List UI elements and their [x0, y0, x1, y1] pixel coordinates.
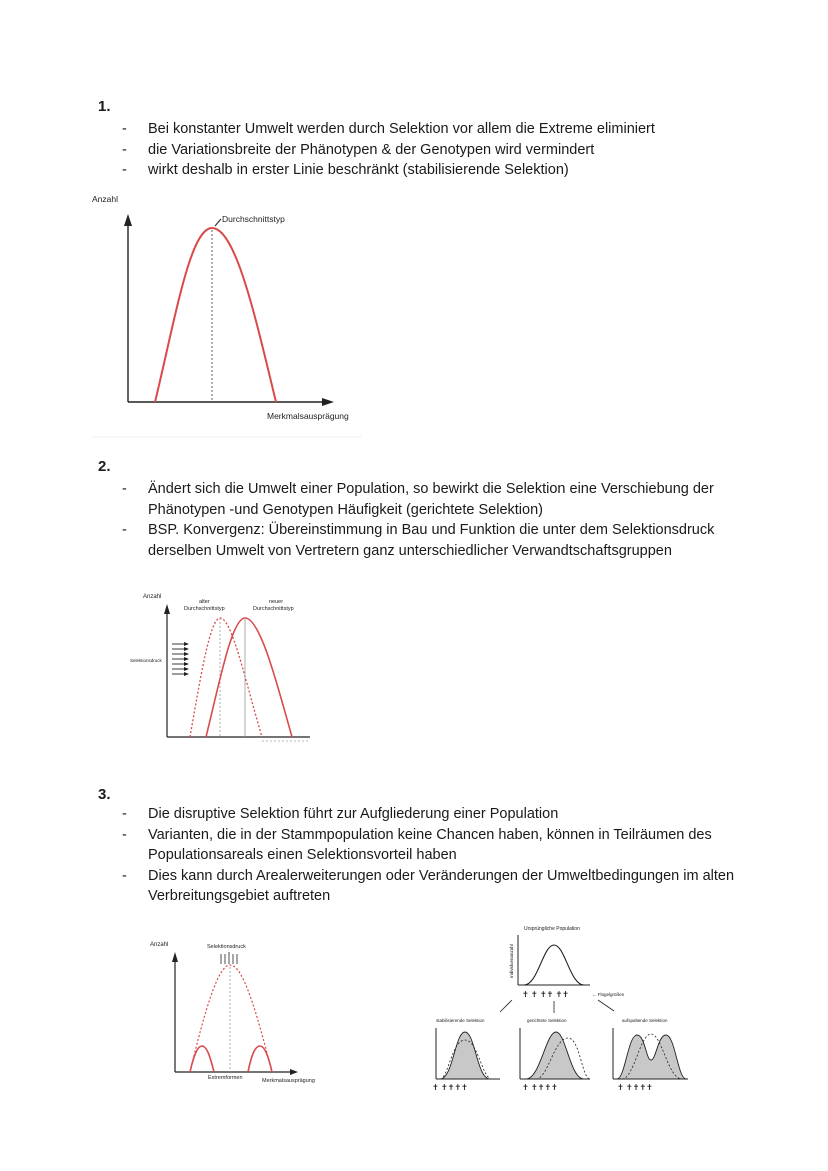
schematic-top-wing-icons: ✝ ✝ ✝✝ ✝✝: [522, 990, 569, 999]
figure-1-peak-label: Durchschnittstyp: [222, 214, 285, 224]
schematic-panel-2-wing-icons: ✝ ✝✝✝✝: [522, 1083, 558, 1092]
section-2-number: 2.: [98, 458, 111, 475]
schematic-panel-1-curve: [440, 1032, 490, 1079]
schematic-top-title: Ursprüngliche Population: [524, 926, 580, 932]
schematic-panel-1-wing-icons: ✝ ✝✝✝✝: [432, 1083, 468, 1092]
schematic-panel-3-wing-icons: ✝ ✝✝✝✝: [617, 1083, 653, 1092]
section-3-bullet: - Die disruptive Selektion führt zur Aufgliederung einer Population: [122, 804, 742, 825]
section-3-number: 3.: [98, 786, 111, 803]
figure-3-xlabel: Merkmalsausprägung: [262, 1078, 315, 1084]
figure-3-ylabel: Anzahl: [150, 942, 169, 948]
figure-2-pressure-label: Selektionsdruck: [130, 658, 162, 663]
section-2-bullet: - BSP. Konvergenz: Übereinstimmung in Bau und Funktion die unter dem Selektionsdruck derselben Umwelt von Vertretern ganz unterschiedlicher Verwandtschaftsgruppen: [122, 520, 742, 561]
figure-3-pressure-label: Selektionsdruck: [207, 944, 246, 950]
schematic-top-curve: [524, 945, 584, 985]
section-3-bullet: - Varianten, die in der Stammpopulation keine Chancen haben, können in Teilräumen des Populationsareals einen Selektionsvorteil haben: [122, 825, 742, 866]
figure-1-xlabel: Merkmalsausprägung: [267, 411, 349, 421]
schematic-arrow-left: [500, 1000, 512, 1012]
figure-2-new-label: Durchschnittstyp: [253, 606, 294, 612]
figure-3-extreme-label: Extremformen: [208, 1075, 243, 1081]
schematic-ylabel: Individuenanzahl: [509, 944, 514, 978]
section-3-bullet: - Dies kann durch Arealerweiterungen oder Veränderungen der Umweltbedingungen im alten Verbreitungsgebiet auftreten: [122, 866, 742, 907]
figure-2-old-label: Durchschnittstyp: [184, 606, 225, 612]
schematic-panel-title: stabilisierende Selektion: [436, 1018, 485, 1023]
schematic-wing-label: ← Flügelgrößen: [592, 992, 625, 997]
figure-2-ylabel: Anzahl: [143, 594, 162, 600]
schematic-panel-title: aufspaltende Selektion: [622, 1018, 668, 1023]
schematic-panel-2-curve: [526, 1032, 584, 1079]
schematic-arrow-right: [598, 1000, 614, 1011]
figure-2-old-label: alter: [199, 599, 210, 605]
section-1-bullet: - wirkt deshalb in erster Linie beschränkt (stabilisierende Selektion): [122, 160, 742, 181]
section-1-number: 1.: [98, 98, 111, 115]
section-1-bullet: - Bei konstanter Umwelt werden durch Selektion vor allem die Extreme eliminiert: [122, 119, 742, 140]
section-2-bullet: - Ändert sich die Umwelt einer Population, so bewirkt die Selektion eine Verschiebung der Phänotypen -und Genotypen Häufigkeit (gerichtete Selektion): [122, 479, 742, 520]
schematic-panel-3-curve: [617, 1035, 686, 1079]
figure-2-new-label: neuer: [269, 599, 284, 605]
figure-1-ylabel: Anzahl: [92, 194, 118, 204]
section-1-bullet: - die Variationsbreite der Phänotypen & der Genotypen wird vermindert: [122, 140, 742, 161]
schematic-panel-title: gerichtete Selektion: [527, 1018, 567, 1023]
